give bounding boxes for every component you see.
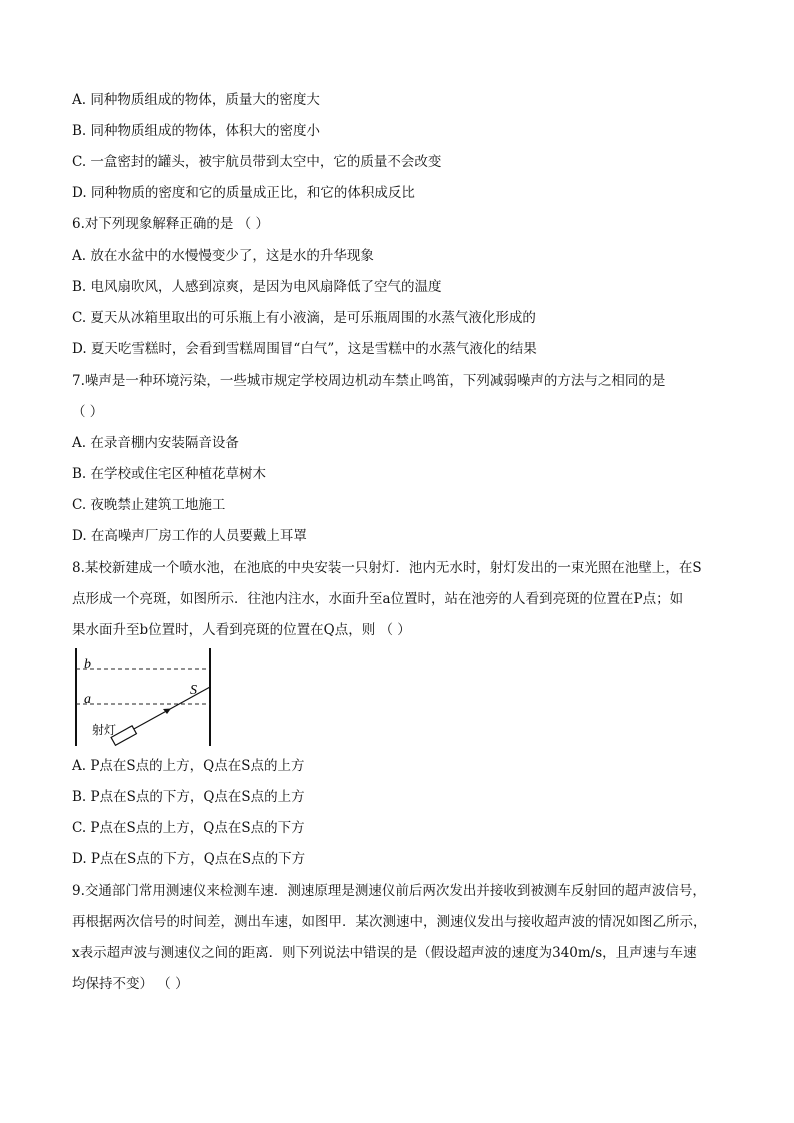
q8-stem-line2: 点形成一个亮斑，如图所示．往池内注水，水面升至a位置时，站在池旁的人看到亮斑的位置在P点；如: [72, 591, 684, 607]
label-b: b: [84, 657, 91, 672]
q7-option-c: C. 夜晚禁止建筑工地施工: [72, 497, 226, 513]
q8-stem-line1: 8.某校新建成一个喷水池，在池底的中央安装一只射灯．池内无水时，射灯发出的一束光照在池壁上，在S: [72, 560, 702, 576]
q7-stem-line1: 7.噪声是一种环境污染，一些城市规定学校周边机动车禁止鸣笛，下列减弱噪声的方法与之相同的是: [72, 373, 666, 389]
q5-option-a: A. 同种物质组成的物体，质量大的密度大: [72, 92, 320, 108]
q6-option-c: C. 夏天从冰箱里取出的可乐瓶上有小液滴，是可乐瓶周围的水蒸气液化形成的: [72, 310, 536, 326]
label-lamp: 射灯: [92, 723, 117, 737]
q7-option-b: B. 在学校或住宅区种植花草树木: [72, 466, 267, 482]
q5-option-d: D. 同种物质的密度和它的质量成正比，和它的体积成反比: [72, 185, 415, 201]
q7-stem-line2: （ ）: [72, 404, 104, 420]
q7-option-d: D. 在高噪声厂房工作的人员要戴上耳罩: [72, 528, 307, 544]
pool-figure: [72, 648, 214, 748]
q5-option-c: C. 一盒密封的罐头，被宇航员带到太空中，它的质量不会改变: [72, 154, 442, 170]
q9-stem-line2: 再根据两次信号的时间差，测出车速，如图甲．某次测速中，测速仪发出与接收超声波的情况如图乙所示，: [72, 914, 707, 930]
beam-arrow-icon: [163, 709, 171, 715]
q6-stem: 6.对下列现象解释正确的是 （ ）: [72, 216, 269, 232]
q9-stem-line4: 均保持不变） （ ）: [72, 976, 189, 992]
q7-option-a: A. 在录音棚内安装隔音设备: [72, 435, 239, 451]
q9-stem-line1: 9.交通部门常用测速仪来检测车速．测速原理是测速仪前后两次发出并接收到被测车反射回的超声波信号，: [72, 883, 706, 899]
q9-stem-line3: x表示超声波与测速仪之间的距离．则下列说法中错误的是（假设超声波的速度为340m/s，且声速与车速: [72, 945, 697, 961]
q6-option-a: A. 放在水盆中的水慢慢变少了，这是水的升华现象: [72, 248, 374, 264]
label-s: S: [190, 683, 197, 698]
q8-option-c: C. P点在S点的上方，Q点在S点的下方: [72, 820, 305, 836]
q8-stem-line3: 果水面升至b位置时，人看到亮斑的位置在Q点，则 （ ）: [72, 622, 411, 638]
q8-option-d: D. P点在S点的下方，Q点在S点的下方: [72, 851, 306, 867]
q8-option-b: B. P点在S点的下方，Q点在S点的上方: [72, 789, 305, 805]
q6-option-b: B. 电风扇吹风，人感到凉爽，是因为电风扇降低了空气的温度: [72, 279, 442, 295]
q5-option-b: B. 同种物质组成的物体，体积大的密度小: [72, 123, 321, 139]
q6-option-d: D. 夏天吃雪糕时，会看到雪糕周围冒“白气”，这是雪糕中的水蒸气液化的结果: [72, 341, 537, 357]
label-a: a: [84, 692, 91, 707]
q8-option-a: A. P点在S点的上方，Q点在S点的上方: [72, 758, 305, 774]
